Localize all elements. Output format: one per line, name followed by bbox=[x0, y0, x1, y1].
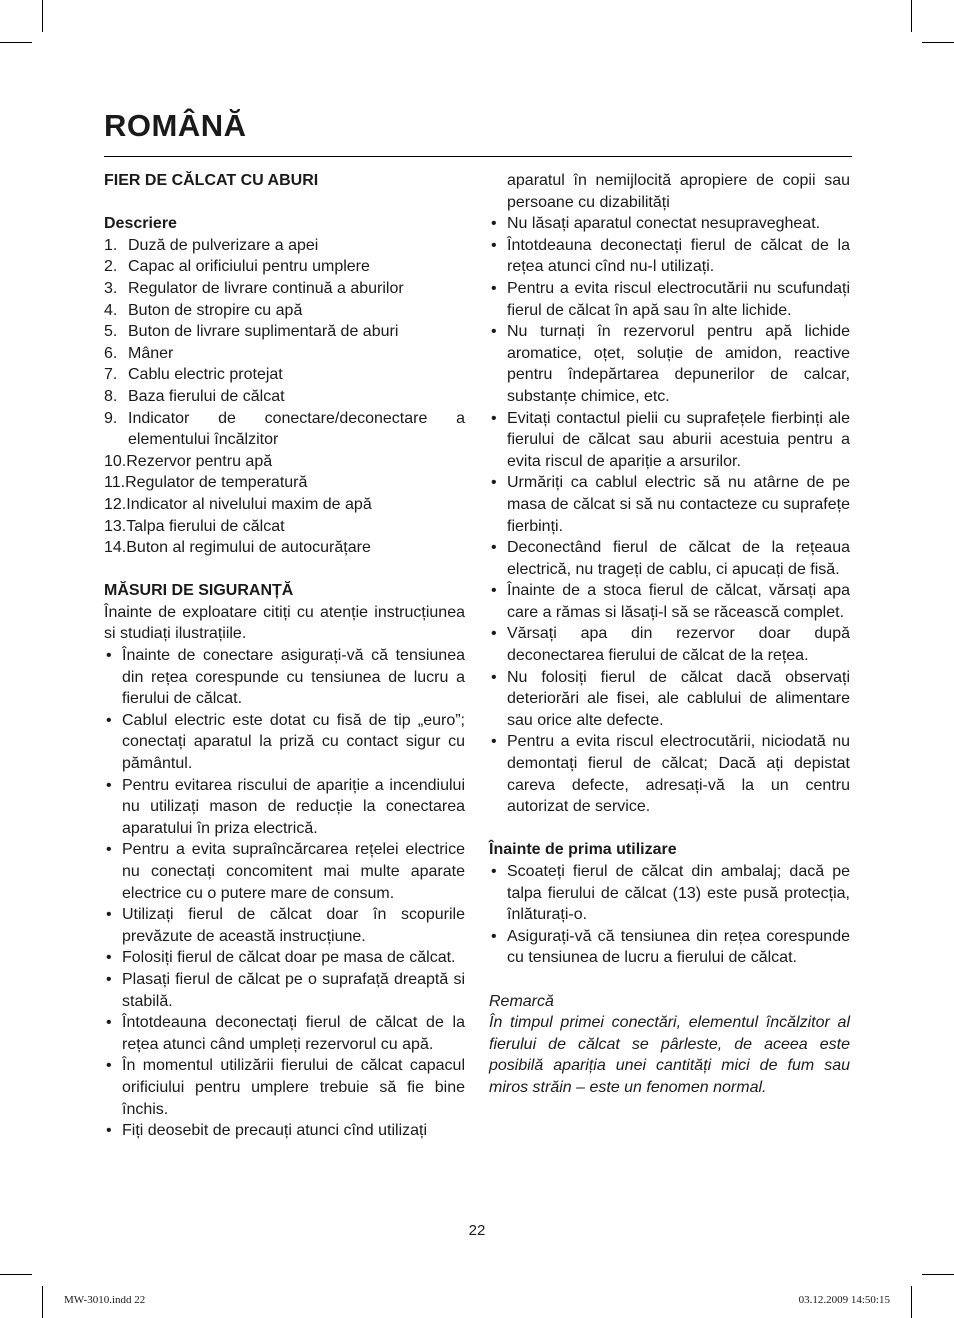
list-item: • Plasați fierul de călcat pe o suprafață dreaptă si stabilă. bbox=[104, 969, 465, 1012]
list-item: 13. Talpa fierului de călcat bbox=[104, 517, 285, 535]
crop-mark bbox=[911, 0, 912, 32]
list-item: • Urmăriți ca cablul electric să nu atârne de pe masa de călcat si să nu contacteze cu suprafețe fierbinți. bbox=[489, 472, 850, 537]
list-item: • Utilizați fierul de călcat doar în scopurile prevăzute de această instrucțiune. bbox=[104, 904, 465, 947]
parts-list bbox=[104, 235, 465, 559]
list-item: • Cablul electric este dotat cu fisă de tip „euro”; conectați aparatul la priză cu contact sigur cu pământul. bbox=[104, 710, 465, 775]
list-item: • Folosiți fierul de călcat doar pe masa de călcat. bbox=[104, 947, 465, 969]
list-item: • Fiți deosebit de precauți atunci cînd utilizați bbox=[104, 1120, 465, 1142]
list-item: • Întotdeauna deconectați fierul de călcat de la rețea atunci cînd nu-l utilizați. bbox=[489, 235, 850, 278]
note-text: În timpul primei conectări, elementul încălzitor al fierului de călcat se pârleste, de aceea este posibilă apariția unei cantități mici de fum sau miros străin – este un fenomen normal. bbox=[489, 1014, 850, 1096]
footer-file: MW-3010.indd 22 bbox=[64, 1294, 146, 1306]
description-heading: Descriere bbox=[104, 215, 177, 233]
list-item: • Înainte de conectare asigurați-vă că tensiunea din rețea corespunde cu tensiunea de lucru a fierului de călcat. bbox=[104, 645, 465, 710]
product-title: FIER DE CĂLCAT CU ABURI bbox=[104, 172, 319, 189]
list-item: 10. Rezervor pentru apă bbox=[104, 452, 273, 470]
list-item: • Vărsați apa din rezervor doar după deconectarea fierului de călcat de la rețea. bbox=[489, 623, 850, 666]
list-item: 7. Cablu electric protejat bbox=[104, 366, 283, 384]
list-item: • Evitați contactul pielii cu suprafețele fierbinți ale fierului de călcat sau aburii acestuia pentru a evita riscul de apariție a arsurilor. bbox=[489, 408, 850, 473]
list-item: 12. Indicator al nivelului maxim de apă bbox=[104, 495, 372, 513]
list-item: 8. Baza fierului de călcat bbox=[104, 387, 285, 405]
list-item: • Pentru a evita supraîncărcarea rețelei electrice nu conectați concomitent mai multe aparate electrice cu o putere mare de consum. bbox=[104, 839, 465, 904]
crop-mark bbox=[42, 1286, 43, 1318]
left-column bbox=[104, 170, 465, 1142]
note-heading: Remarcă bbox=[489, 992, 554, 1010]
list-item: 4. Buton de stropire cu apă bbox=[104, 301, 303, 319]
list-item: • Întotdeauna deconectați fierul de călcat de la rețea atunci când umpleți rezervorul cu apă. bbox=[104, 1012, 465, 1055]
list-item: • Asigurați-vă că tensiunea din rețea corespunde cu tensiunea de lucru a fierului de călcat. bbox=[489, 926, 850, 969]
safety-list bbox=[104, 645, 465, 1142]
list-item: • Nu lăsați aparatul conectat nesupravegheat. bbox=[489, 213, 850, 235]
list-item-continuation: aparatul în nemijlocită apropiere de copii sau persoane cu dizabilități bbox=[507, 172, 850, 211]
list-item: 2. Capac al orificiului pentru umplere bbox=[104, 258, 370, 276]
crop-mark bbox=[911, 1286, 912, 1318]
list-item: 9. Indicator de conectare/deconectare a elementului încălzitor bbox=[104, 409, 465, 449]
list-item: 6. Mâner bbox=[104, 344, 174, 362]
crop-mark bbox=[0, 1274, 32, 1275]
list-item: • Pentru a evita riscul electrocutării nu scufundați fierul de călcat în apă sau în alte lichide. bbox=[489, 278, 850, 321]
list-item: 1. Duză de pulverizare a apei bbox=[104, 236, 319, 254]
first-use-list bbox=[489, 861, 850, 969]
crop-mark bbox=[922, 42, 954, 43]
page-title: ROMÂNĂ bbox=[104, 108, 247, 143]
safety-intro: Înainte de exploatare citiți cu atenție instrucțiunea si studiați ilustrațiile. bbox=[104, 603, 465, 643]
right-column bbox=[489, 170, 850, 1099]
safety-list-continued bbox=[489, 170, 850, 818]
title-rule bbox=[104, 156, 852, 157]
list-item: • Înainte de a stoca fierul de călcat, vărsați apa care a rămas si lăsați-l să se răcească complet. bbox=[489, 580, 850, 623]
footer-timestamp: 03.12.2009 14:50:15 bbox=[798, 1294, 890, 1306]
list-item: • Pentru evitarea riscului de apariție a incendiului nu utilizați mason de reducție la conectarea aparatului în priza electrică. bbox=[104, 775, 465, 840]
list-item: 11. Regulator de temperatură bbox=[104, 474, 308, 492]
crop-mark bbox=[0, 42, 32, 43]
crop-mark bbox=[42, 0, 43, 32]
list-item: 3. Regulator de livrare continuă a aburilor bbox=[104, 279, 404, 297]
list-item: • În momentul utilizării fierului de călcat capacul orificiului pentru umplere trebuie să fie bine închis. bbox=[104, 1055, 465, 1120]
list-item: 14. Buton al regimului de autocurățare bbox=[104, 539, 371, 557]
list-item: • Scoateți fierul de călcat din ambalaj; dacă pe talpa fierului de călcat (13) este pusă protecția, înlăturați-o. bbox=[489, 861, 850, 926]
page-number: 22 bbox=[468, 1222, 486, 1239]
crop-mark bbox=[922, 1274, 954, 1275]
list-item: 5. Buton de livrare suplimentară de aburi bbox=[104, 323, 399, 341]
list-item: • Nu turnați în rezervorul pentru apă lichide aromatice, oțet, soluție de amidon, reactive pentru îndepărtarea depunerilor de calcar, substanțe chimice, etc. bbox=[489, 321, 850, 407]
list-item: • Pentru a evita riscul electrocutării, niciodată nu demontați fierul de călcat; Dacă ați depistat careva defecte, adresați-vă la un centru autorizat de service. bbox=[489, 731, 850, 817]
first-use-heading: Înainte de prima utilizare bbox=[489, 841, 677, 859]
safety-heading: MĂSURI DE SIGURANȚĂ bbox=[104, 582, 294, 600]
list-item: • Deconectând fierul de călcat de la rețeaua electrică, nu trageți de cablu, ci apucați de fisă. bbox=[489, 537, 850, 580]
list-item: • Nu folosiți fierul de călcat dacă observați deteriorări ale fisei, ale cablului de alimentare sau orice alte defecte. bbox=[489, 667, 850, 732]
